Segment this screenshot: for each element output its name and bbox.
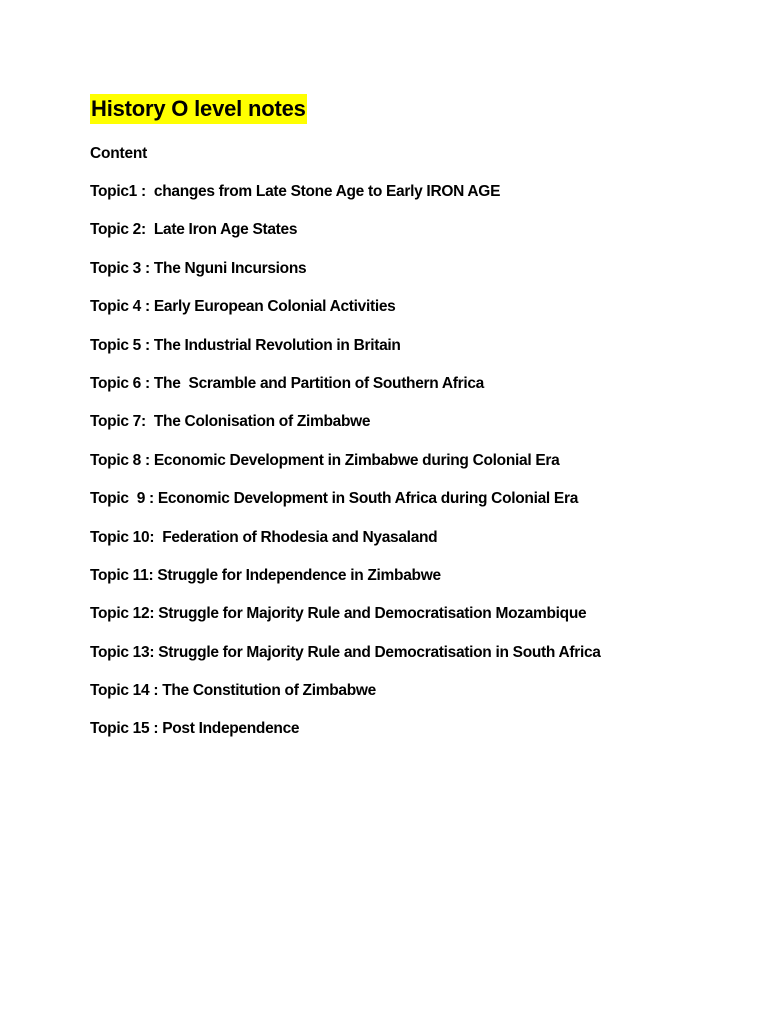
topic-item: Topic 4 : Early European Colonial Activities <box>90 298 396 316</box>
topic-item: Topic 5 : The Industrial Revolution in Britain <box>90 336 401 354</box>
topic-item: Topic 12: Struggle for Majority Rule and Democratisation Mozambique <box>90 605 587 623</box>
topic-item: Topic 9 : Economic Development in South Africa during Colonial Era <box>90 490 579 508</box>
document-title: History O level notes <box>90 94 307 124</box>
topic-item: Topic 8 : Economic Development in Zimbabwe during Colonial Era <box>90 451 560 469</box>
topic-item: Topic 3 : The Nguni Incursions <box>90 259 307 277</box>
topic-list <box>90 182 601 758</box>
topic-item: Topic 15 : Post Independence <box>90 720 300 738</box>
topic-item: Topic 13: Struggle for Majority Rule and Democratisation in South Africa <box>90 643 601 661</box>
topic-item: Topic1 : changes from Late Stone Age to Early IRON AGE <box>90 183 501 200</box>
topic-item: Topic 11: Struggle for Independence in Zimbabwe <box>90 566 441 584</box>
topic-item: Topic 14 : The Constitution of Zimbabwe <box>90 682 376 700</box>
title-container <box>90 94 307 124</box>
topic-item: Topic 10: Federation of Rhodesia and Nyasaland <box>90 528 438 546</box>
topic-item: Topic 6 : The Scramble and Partition of Southern Africa <box>90 374 485 392</box>
topic-item: Topic 2: Late Iron Age States <box>90 221 298 239</box>
content-heading: Content <box>90 145 148 162</box>
topic-item: Topic 7: The Colonisation of Zimbabwe <box>90 413 371 431</box>
